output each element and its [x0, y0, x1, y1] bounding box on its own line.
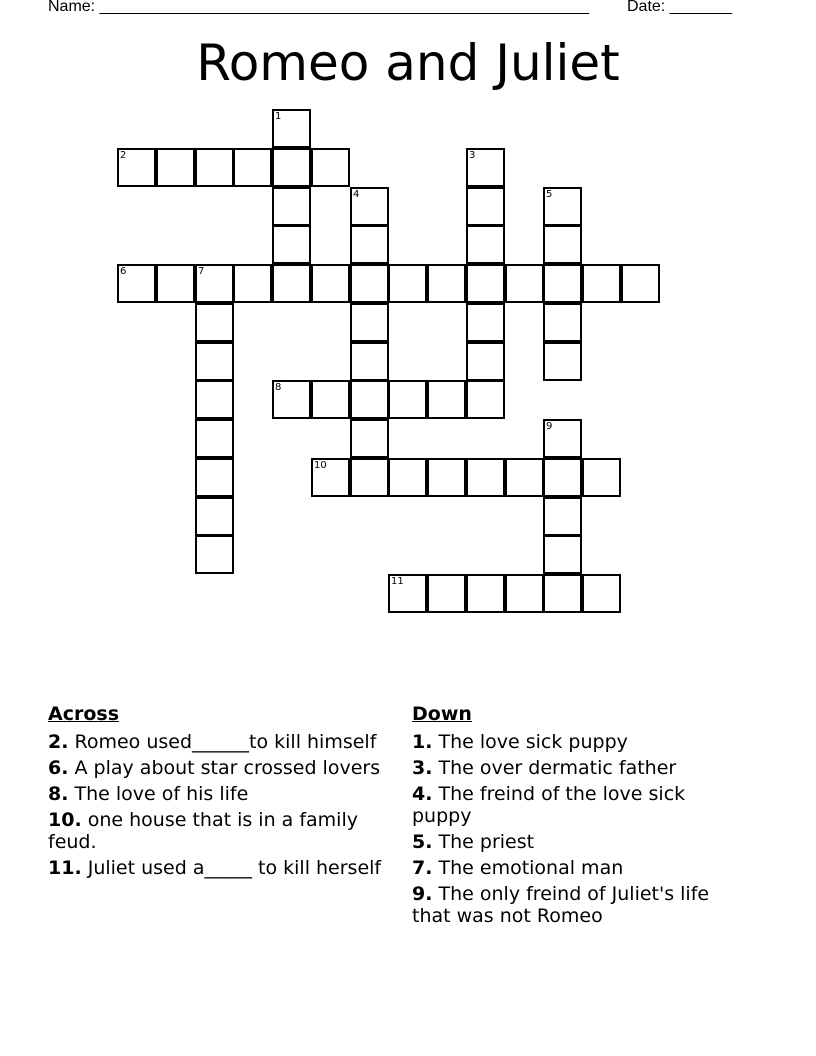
clue-down-1 — [412, 731, 742, 753]
clue-number: 11. — [48, 857, 82, 879]
clue-number: 8. — [48, 783, 69, 805]
crossword-cell[interactable] — [195, 148, 234, 187]
crossword-cell[interactable] — [195, 535, 234, 574]
down-clues — [412, 703, 742, 931]
crossword-cell[interactable] — [466, 264, 505, 303]
crossword-cell[interactable] — [427, 458, 466, 497]
crossword-cell[interactable] — [543, 419, 582, 458]
crossword-cell[interactable] — [466, 187, 505, 226]
clue-number-label: 7 — [198, 266, 205, 277]
clue-number-label: 8 — [275, 382, 282, 393]
crossword-cell[interactable] — [543, 225, 582, 264]
crossword-cell[interactable] — [233, 264, 272, 303]
clue-down-4 — [412, 783, 742, 827]
clue-number: 9. — [412, 883, 433, 905]
clue-across-8 — [48, 783, 393, 805]
clue-number: 7. — [412, 857, 433, 879]
crossword-cell[interactable] — [272, 225, 311, 264]
crossword-cell[interactable] — [582, 574, 621, 613]
clue-number-label: 3 — [469, 150, 476, 161]
crossword-cell[interactable] — [466, 458, 505, 497]
clue-down-3 — [412, 757, 742, 779]
clue-number-label: 10 — [314, 460, 327, 471]
clue-down-5 — [412, 831, 742, 853]
crossword-cell[interactable] — [543, 574, 582, 613]
clue-text: The priest — [438, 831, 535, 853]
down-heading: Down — [412, 703, 472, 725]
clue-text: The freind of the love sick puppy — [412, 783, 686, 827]
crossword-cell[interactable] — [350, 458, 389, 497]
crossword-cell[interactable] — [427, 264, 466, 303]
page-title: Romeo and Juliet — [196, 34, 620, 92]
clue-text: Romeo used______to kill himself — [74, 731, 377, 753]
clue-down-7 — [412, 857, 742, 879]
clue-across-6 — [48, 757, 393, 779]
crossword-cell[interactable] — [272, 187, 311, 226]
crossword-cell[interactable] — [388, 458, 427, 497]
crossword-cell[interactable] — [466, 342, 505, 381]
crossword-cell[interactable] — [195, 497, 234, 536]
crossword-cell[interactable] — [388, 380, 427, 419]
clue-text: Juliet used a_____ to kill herself — [87, 857, 382, 879]
clue-number: 5. — [412, 831, 433, 853]
date-field[interactable]: Date: _______ — [627, 0, 732, 15]
crossword-cell[interactable] — [543, 535, 582, 574]
clue-number: 1. — [412, 731, 433, 753]
crossword-cell[interactable] — [466, 574, 505, 613]
crossword-cell[interactable] — [466, 303, 505, 342]
crossword-cell[interactable] — [466, 148, 505, 187]
crossword-cell[interactable] — [311, 458, 350, 497]
crossword-cell[interactable] — [466, 380, 505, 419]
crossword-cell[interactable] — [311, 148, 350, 187]
name-field[interactable]: Name: _______________________________________________________ — [48, 0, 589, 15]
clue-text: A play about star crossed lovers — [74, 757, 381, 779]
crossword-cell[interactable] — [233, 148, 272, 187]
crossword-cell[interactable] — [350, 187, 389, 226]
crossword-cell[interactable] — [272, 109, 311, 148]
clue-number: 6. — [48, 757, 69, 779]
crossword-cell[interactable] — [505, 574, 544, 613]
crossword-cell[interactable] — [272, 264, 311, 303]
crossword-cell[interactable] — [350, 303, 389, 342]
clue-text: one house that is in a family feud. — [48, 809, 358, 853]
clue-number: 2. — [48, 731, 69, 753]
clue-down-9 — [412, 883, 742, 927]
crossword-cell[interactable] — [621, 264, 660, 303]
clue-across-2 — [48, 731, 393, 753]
crossword-cell[interactable] — [505, 458, 544, 497]
clue-text: The emotional man — [438, 857, 624, 879]
clue-number-label: 4 — [353, 189, 360, 200]
clue-number-label: 1 — [275, 111, 282, 122]
crossword-cell[interactable] — [543, 497, 582, 536]
crossword-cell[interactable] — [117, 148, 156, 187]
crossword-cell[interactable] — [350, 342, 389, 381]
clue-number-label: 11 — [391, 576, 404, 587]
clue-across-11 — [48, 857, 393, 879]
crossword-cell[interactable] — [505, 264, 544, 303]
clue-number-label: 9 — [546, 421, 553, 432]
crossword-cell[interactable] — [117, 264, 156, 303]
crossword-cell[interactable] — [350, 264, 389, 303]
crossword-cell[interactable] — [543, 342, 582, 381]
crossword-cell[interactable] — [195, 264, 234, 303]
crossword-cell[interactable] — [195, 419, 234, 458]
clue-number-label: 6 — [120, 266, 127, 277]
across-heading: Across — [48, 703, 120, 725]
clue-text: The love sick puppy — [438, 731, 628, 753]
crossword-cell[interactable] — [350, 419, 389, 458]
crossword-cell[interactable] — [388, 574, 427, 613]
crossword-cell[interactable] — [195, 458, 234, 497]
crossword-cell[interactable] — [582, 264, 621, 303]
crossword-cell[interactable] — [388, 264, 427, 303]
crossword-cell[interactable] — [427, 574, 466, 613]
crossword-cell[interactable] — [427, 380, 466, 419]
crossword-cell[interactable] — [350, 380, 389, 419]
crossword-cell[interactable] — [543, 458, 582, 497]
crossword-cell[interactable] — [272, 380, 311, 419]
clue-number: 10. — [48, 809, 82, 831]
clue-number: 4. — [412, 783, 433, 805]
crossword-cell[interactable] — [543, 187, 582, 226]
crossword-cell[interactable] — [350, 225, 389, 264]
crossword-cell[interactable] — [195, 303, 234, 342]
clue-text: The love of his life — [74, 783, 249, 805]
crossword-cell[interactable] — [311, 264, 350, 303]
clue-text: The over dermatic father — [438, 757, 677, 779]
crossword-cell[interactable] — [582, 458, 621, 497]
clue-number-label: 5 — [546, 189, 553, 200]
clue-number-label: 2 — [120, 150, 127, 161]
crossword-cell[interactable] — [156, 264, 195, 303]
crossword-cell[interactable] — [543, 264, 582, 303]
clue-number: 3. — [412, 757, 433, 779]
crossword-cell[interactable] — [543, 303, 582, 342]
crossword-cell[interactable] — [195, 342, 234, 381]
crossword-cell[interactable] — [311, 380, 350, 419]
clue-text: The only freind of Juliet's life that was not Romeo — [412, 883, 710, 927]
crossword-cell[interactable] — [156, 148, 195, 187]
clue-across-10 — [48, 809, 393, 853]
crossword-cell[interactable] — [195, 380, 234, 419]
across-clues — [48, 703, 393, 883]
crossword-cell[interactable] — [272, 148, 311, 187]
crossword-cell[interactable] — [466, 225, 505, 264]
